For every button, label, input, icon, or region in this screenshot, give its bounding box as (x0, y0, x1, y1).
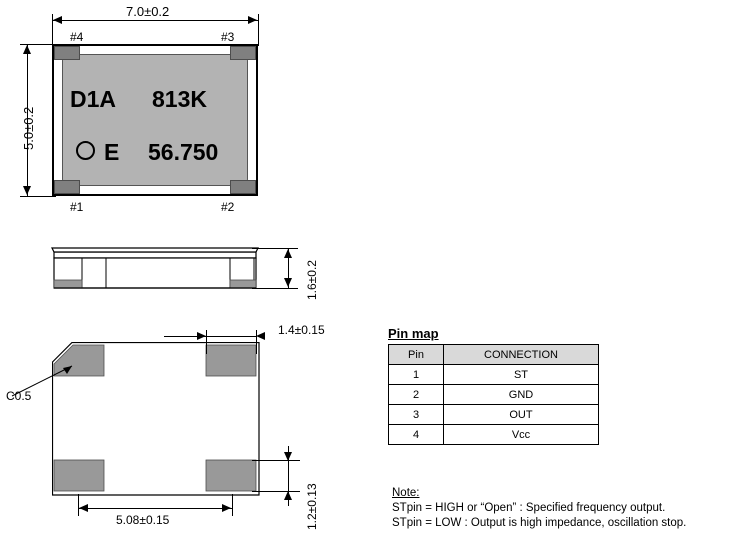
padheight-arrow-top (284, 452, 292, 461)
topview-width-label: 7.0±0.2 (126, 4, 170, 19)
pinmap-table (388, 344, 599, 445)
topview-pinlabel-2: #2 (221, 200, 235, 214)
table-row (389, 405, 599, 425)
padwidth-arrow-right (256, 332, 265, 340)
topview-pad-1 (54, 180, 80, 194)
topview-pad-3 (230, 46, 256, 60)
marking-line2-left: E (104, 139, 120, 165)
sideview-thickness-arrow-bottom (284, 278, 292, 287)
topview-height-ext-bottom (20, 196, 56, 197)
topview-width-ext-right (258, 14, 259, 46)
topview-width-dimline (52, 20, 258, 21)
topview-pad-2 (230, 180, 256, 194)
padwidth-ext-left (206, 330, 207, 354)
marking-line1-left: D1A (70, 86, 117, 112)
padpitch-arrow-right (222, 504, 231, 512)
pinmap-cell-pin: 4 (389, 425, 444, 445)
marking-line1-right: 813K (152, 86, 207, 112)
note-line-2: STpin = LOW : Output is high impedance, oscillation stop. (392, 517, 687, 529)
padpitch-dimline (78, 508, 232, 509)
table-row (389, 365, 599, 385)
padwidth-dimline (206, 336, 256, 337)
table-row (389, 425, 599, 445)
topview-height-arrow-bottom (23, 186, 31, 195)
pinmap-cell-connection: Vcc (444, 425, 599, 445)
topview-height-arrow-top (23, 45, 31, 54)
pinmap-cell-connection: ST (444, 365, 599, 385)
topview-height-label: 5.0±0.2 (21, 106, 36, 150)
padwidth-label: 1.4±0.15 (278, 323, 325, 337)
padheight-ext-top (252, 460, 300, 461)
pin1-dot-marker-icon (76, 141, 95, 160)
pinmap-header-row (389, 345, 599, 365)
padwidth-arrow-left (197, 332, 206, 340)
chamfer-label: C0.5 (6, 389, 32, 403)
padpitch-ext-right (232, 494, 233, 516)
topview-pad-4 (54, 46, 80, 60)
table-row (389, 385, 599, 405)
topview-package-body (62, 54, 248, 186)
sideview-thickness-arrow-top (284, 249, 292, 258)
pinmap-header-connection: CONNECTION (444, 345, 599, 365)
topview-pinlabel-1: #1 (70, 200, 84, 214)
topview-width-arrow-right (248, 16, 257, 24)
pinmap-cell-pin: 1 (389, 365, 444, 385)
pinmap-cell-connection: OUT (444, 405, 599, 425)
padheight-ext-bottom (252, 491, 300, 492)
note-label: Note: (392, 487, 420, 499)
topview-width-arrow-left (53, 16, 62, 24)
topview-pinlabel-3: #3 (221, 30, 235, 44)
sideview-thickness-ext-bottom (252, 288, 298, 289)
marking-line2-right: 56.750 (148, 139, 219, 165)
padpitch-arrow-left (79, 504, 88, 512)
pinmap-cell-pin: 3 (389, 405, 444, 425)
pinmap-header-pin: Pin (389, 345, 444, 365)
side-view-drawing (40, 240, 280, 302)
pinmap-cell-pin: 2 (389, 385, 444, 405)
note-block (392, 486, 686, 531)
note-line-1: STpin = HIGH or “Open” : Specified frequency output. (392, 502, 666, 514)
topview-pinlabel-4: #4 (70, 30, 84, 44)
padheight-label: 1.2±0.13 (305, 483, 319, 530)
sideview-thickness-label: 1.6±0.2 (305, 260, 319, 300)
pinmap-cell-connection: GND (444, 385, 599, 405)
pinmap-title: Pin map (388, 326, 439, 341)
padpitch-label: 5.08±0.15 (116, 513, 170, 527)
padheight-arrow-bottom (284, 491, 292, 500)
